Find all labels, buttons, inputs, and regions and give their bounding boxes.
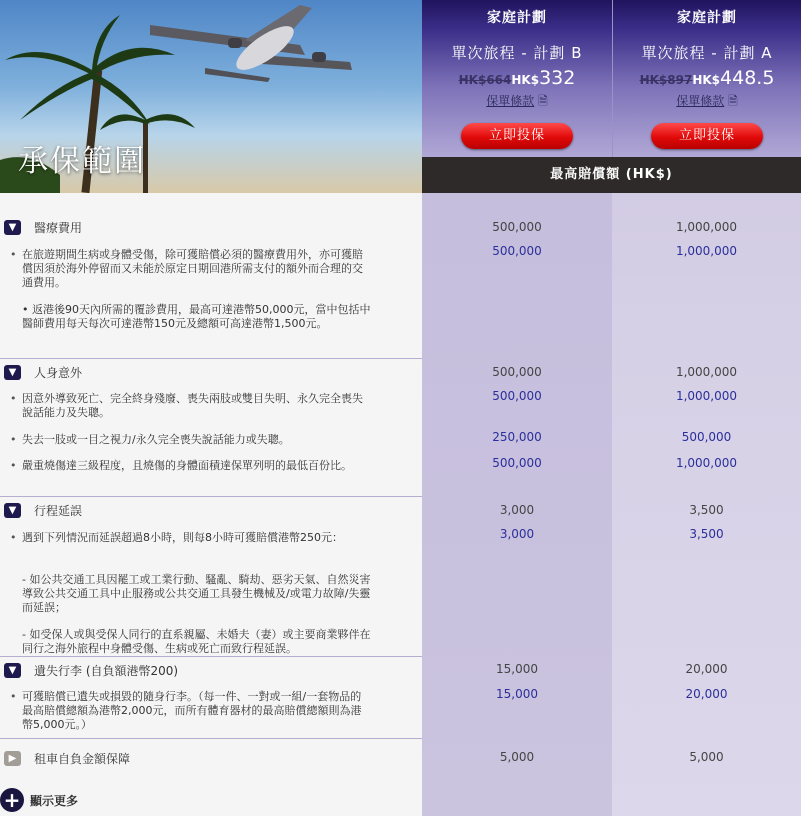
currency: HK$	[511, 73, 540, 87]
buy-now-button[interactable]: 立即投保	[461, 123, 573, 149]
divider	[0, 496, 422, 497]
section-baggage[interactable]	[4, 660, 178, 680]
plan-a-value: 500,000	[681, 430, 732, 444]
coverage-note: • 返港後90天內所需的覆診費用，最高可達港幣50,000元，當中包括中醫師費用每天每次可達港幣150元及總額可高達港幣1,500元。	[22, 303, 371, 330]
plan-name: 單次旅程 - 計劃 A	[641, 44, 773, 62]
coverage-item: • 可獲賠償已遺失或損毀的隨身行李。（每一件、一對或一組/一套物品的最高賠償總額為港幣2,000元，而所有體育器材的最高賠償總額則為港幣5,000元。）	[22, 690, 372, 732]
chevron-down-icon: ▼	[4, 365, 21, 380]
plan-a-value: 3,500	[689, 503, 724, 517]
divider	[0, 656, 422, 657]
coverage-note: - 如公共交通工具因罷工或工業行動、騷亂、騎劫、惡劣天氣、自然災害導致公共交通工具中止服務或公共交通工具發生機械及/或電力故障/失靈而延誤；	[22, 573, 371, 614]
price-row	[613, 67, 801, 89]
plan-a-value: 1,000,000	[675, 389, 738, 403]
section-label: 遺失行李 (自負額港幣200)	[34, 663, 179, 678]
price-row	[422, 67, 612, 89]
chevron-right-icon: ▶	[4, 751, 21, 766]
plan-a-value: 20,000	[685, 687, 728, 701]
show-more-label: 顯示更多	[30, 793, 79, 808]
plan-family-label: 家庭計劃	[487, 10, 547, 26]
plan-a-value: 20,000	[685, 662, 728, 676]
coverage-title: 承保範圍	[18, 144, 146, 179]
section-car-rental[interactable]	[4, 748, 130, 768]
plan-b-value: 15,000	[496, 662, 538, 676]
chevron-down-icon: ▼	[4, 503, 21, 518]
chevron-down-icon: ▼	[4, 663, 21, 678]
old-price: HK$664	[458, 73, 512, 87]
plan-name: 單次旅程 - 計劃 B	[451, 44, 583, 62]
plan-b-value: 500,000	[492, 456, 542, 470]
plan-family-label: 家庭計劃	[677, 10, 737, 26]
old-price: HK$897	[639, 73, 693, 87]
price: 448.5	[720, 67, 775, 89]
plan-b-value: 3,000	[499, 527, 535, 541]
coverage-item: • 因意外導致死亡、完全終身殘廢、喪失兩肢或雙目失明、永久完全喪失說話能力及失聰。	[22, 392, 372, 420]
divider	[0, 738, 422, 739]
coverage-item: • 失去一肢或一目之視力/永久完全喪失說話能力或失聰。	[22, 433, 372, 447]
document-icon: 🗎	[538, 94, 548, 108]
policy-terms-link[interactable]: 保單條款 🗎	[676, 94, 738, 108]
plan-b-value: 500,000	[492, 244, 542, 258]
plan-b-value: 500,000	[492, 389, 542, 403]
section-label: 人身意外	[34, 365, 83, 380]
hero-banner	[0, 0, 422, 193]
divider	[0, 358, 422, 359]
plan-a-value: 1,000,000	[675, 456, 738, 470]
section-medical[interactable]	[4, 217, 82, 237]
section-label: 醫療費用	[34, 220, 83, 235]
plan-b-value: 500,000	[492, 220, 542, 234]
plan-b-value: 3,000	[499, 503, 535, 517]
section-label: 行程延誤	[34, 503, 83, 518]
document-icon: 🗎	[728, 94, 738, 108]
coverage-item: • 在旅遊期間生病或身體受傷，除可獲賠償必須的醫療費用外，亦可獲賠償因須於海外停留而又未能於原定日期回港所需支付的額外而合理的交通費用。	[22, 248, 372, 290]
buy-now-button[interactable]: 立即投保	[651, 123, 763, 149]
coverage-item: • 遇到下列情況而延誤超過8小時，則每8小時可獲賠償港幣250元：	[22, 531, 372, 545]
chevron-down-icon: ▼	[4, 220, 21, 235]
section-label: 租車自負金額保障	[34, 751, 131, 766]
section-accident[interactable]	[4, 362, 82, 382]
plan-a-header	[612, 0, 801, 157]
show-more-button[interactable]	[0, 788, 78, 812]
plan-a-value: 1,000,000	[675, 220, 738, 234]
plan-a-value: 1,000,000	[675, 365, 738, 379]
section-delay[interactable]	[4, 500, 82, 520]
plus-icon: +	[0, 788, 24, 812]
max-compensation-bar: 最高賠償額 (HK$)	[422, 157, 801, 193]
plan-b-header	[422, 0, 612, 157]
coverage-note: - 如受保人或與受保人同行的直系親屬、未婚夫（妻）或主要商業夥伴在同行之海外旅程中身體受傷、生病或死亡而致行程延誤。	[22, 628, 371, 655]
coverage-item: • 嚴重燒傷達三級程度，且燒傷的身體面積達保單列明的最低百份比。	[22, 459, 372, 473]
price: 332	[539, 67, 576, 89]
plan-b-value: 5,000	[499, 750, 535, 764]
plan-a-value: 3,500	[689, 527, 724, 541]
plan-a-value: 5,000	[689, 750, 724, 764]
plan-b-value: 15,000	[496, 687, 538, 701]
plan-b-value: 250,000	[492, 430, 542, 444]
plan-a-value: 1,000,000	[675, 244, 738, 258]
policy-terms-link[interactable]: 保單條款 🗎	[486, 94, 548, 108]
plan-b-value: 500,000	[492, 365, 542, 379]
currency: HK$	[692, 73, 721, 87]
